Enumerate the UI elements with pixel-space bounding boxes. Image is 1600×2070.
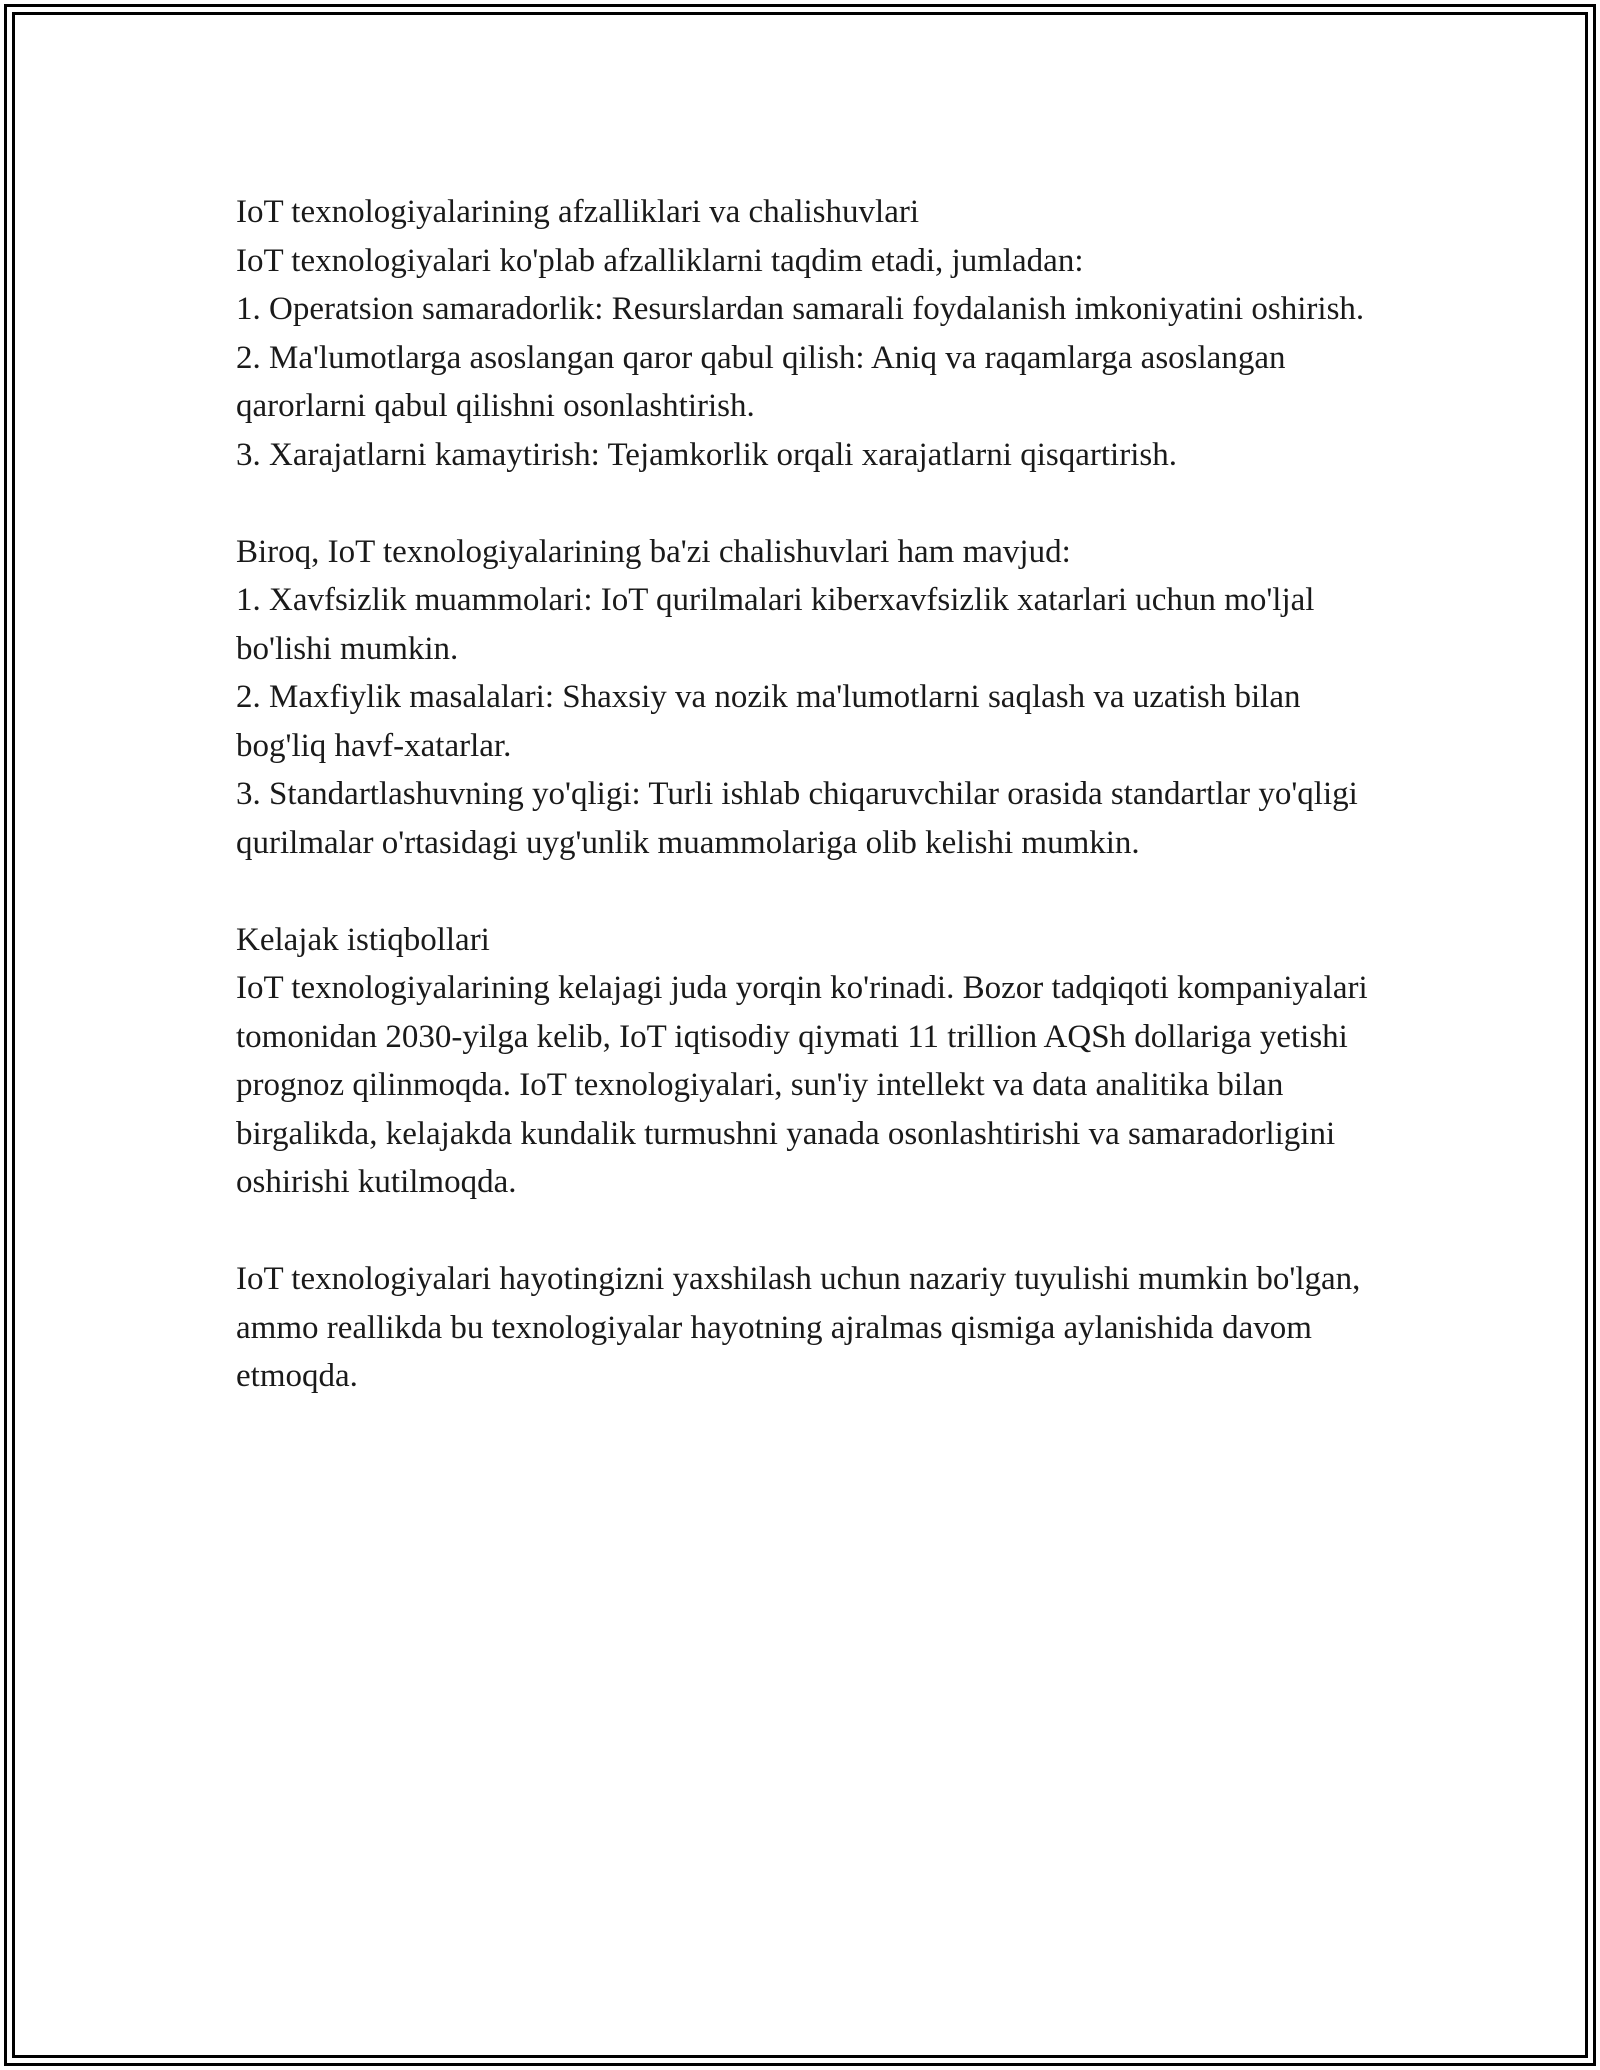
paragraph-gap [236, 1207, 1376, 1256]
advantage-item-2: 2. Ma'lumotlarga asoslangan qaror qabul qilish: Aniq va raqamlarga asoslangan qarorlarni qabul qilishni osonlashtirish. [236, 339, 1286, 424]
advantages-intro: IoT texnologiyalari ko'plab afzalliklarni taqdim etadi, jumladan: [236, 242, 1084, 279]
future-paragraph: IoT texnologiyalarining kelajagi juda yorqin ko'rinadi. Bozor tadqiqoti kompaniyalari tomonidan 2030-yilga kelib, IoT iqtisodiy qiymati 11 trillion AQSh dollariga yetishi prognoz qilinmoqda. IoT texnologiyalari, sun'iy intellekt va data analitika bilan birgalikda, kelajakda kundalik turmushni yanada osonlashtirishi va samaradorligini oshirishi kutilmoqda. [236, 970, 1368, 1200]
conclusion-paragraph: IoT texnologiyalari hayotingizni yaxshilash uchun nazariy tuyulishi mumkin bo'lgan, ammo reallikda bu texnologiyalar hayotning ajralmas qismiga aylanishida davom etmoqda. [236, 1261, 1361, 1394]
paragraph-gap [236, 867, 1376, 916]
advantage-item-3: 3. Xarajatlarni kamaytirish: Tejamkorlik orqali xarajatlarni qisqartirish. [236, 436, 1177, 473]
advantage-item-1: 1. Operatsion samaradorlik: Resurslardan samarali foydalanish imkoniyatini oshirish. [236, 291, 1365, 327]
section-heading-future: Kelajak istiqbollari [236, 921, 490, 958]
challenge-item-3: 3. Standartlashuvning yo'qligi: Turli ishlab chiqaruvchilar orasida standartlar yo'qligi qurilmalar o'rtasidagi uyg'unlik muammolariga olib kelishi mumkin. [236, 776, 1358, 861]
document-body [236, 188, 1376, 1401]
challenge-item-1: 1. Xavfsizlik muammolari: IoT qurilmalari kiberxavfsizlik xatarlari uchun mo'ljal bo'lishi mumkin. [236, 582, 1315, 667]
challenge-item-2: 2. Maxfiylik masalalari: Shaxsiy va nozik ma'lumotlarni saqlash va uzatish bilan bog'liq havf-xatarlar. [236, 679, 1301, 764]
section-heading-advantages: IoT texnologiyalarining afzalliklari va chalishuvlari [236, 194, 919, 230]
paragraph-gap [236, 479, 1376, 528]
challenges-intro: Biroq, IoT texnologiyalarining ba'zi chalishuvlari ham mavjud: [236, 533, 1071, 570]
